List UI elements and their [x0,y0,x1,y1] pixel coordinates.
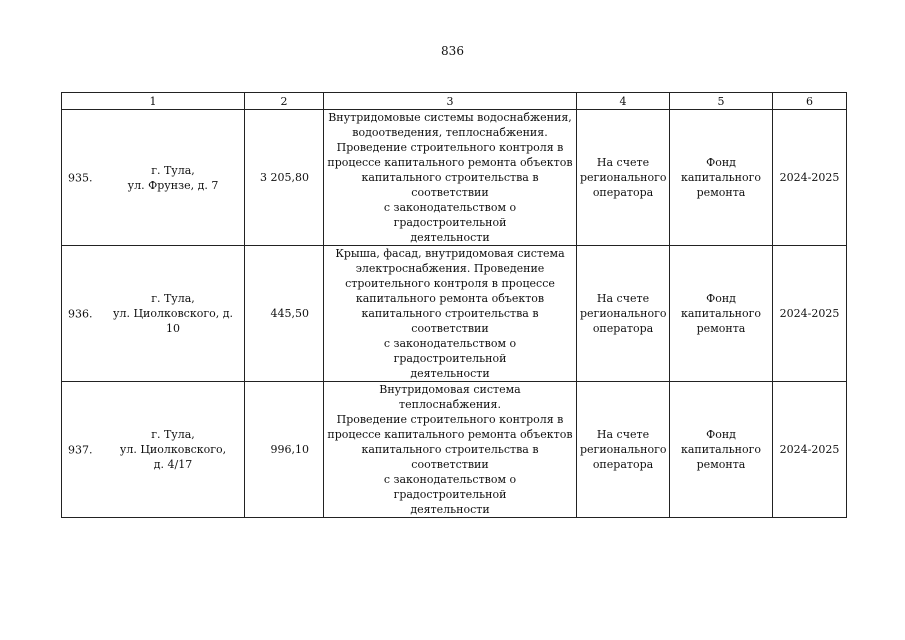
account-line: оператора [592,186,654,199]
work-line: с законодательством о градостроительной [383,473,517,501]
work-line: электроснабжения. Проведение [355,262,545,275]
account-line: регионального [580,307,667,320]
row-number: 937. [68,443,93,456]
work-description-cell [324,382,577,518]
source-line: капитального [680,171,762,184]
header-col-1: 1 [62,93,245,110]
address-line: г. Тула, [151,163,195,177]
funding-source-cell [670,382,773,518]
work-line: водоотведения, теплоснабжения. [352,126,548,139]
header-col-3: 3 [324,93,577,110]
account-line: оператора [592,458,654,471]
work-line: капитального строительства в соответствии [361,171,539,199]
funding-source-cell [670,246,773,382]
address-line: д. 4/17 [153,458,193,471]
table-row [62,246,847,382]
address-line: г. Тула, [151,292,195,305]
work-line: с законодательством о градостроительной [383,201,517,229]
address-line: ул. Циолковского, [119,443,227,456]
work-line: капитального строительства в соответствии [361,443,539,471]
source-line: Фонд [706,292,736,305]
source-line: капитального [680,307,762,320]
header-col-4: 4 [577,93,670,110]
source-line: ремонта [696,322,746,335]
area-cell: 445,50 [245,246,324,382]
capital-repair-table [61,92,847,518]
table-header-row [62,93,847,110]
work-line: процессе капитального ремонта объектов [327,428,573,441]
work-line: капитального ремонта объектов [355,292,545,305]
source-line: капитального [680,443,762,456]
address-cell [62,382,245,518]
work-line: деятельности [410,503,490,516]
work-line: деятельности [410,231,490,244]
account-cell [577,110,670,246]
source-line: ремонта [696,186,746,199]
address-line: г. Тула, [151,428,195,441]
row-number: 936. [68,307,93,320]
area-cell: 3 205,80 [245,110,324,246]
header-col-6: 6 [773,93,847,110]
work-line: Внутридомовая система теплоснабжения. [379,383,521,411]
work-line: Внутридомовые системы водоснабжения, [328,111,572,124]
account-cell [577,246,670,382]
work-line: строительного контроля в процессе [345,277,555,290]
address-cell [62,246,245,382]
account-line: регионального [580,171,667,184]
work-line: Проведение строительного контроля в [336,413,564,426]
account-line: На счете [596,292,650,305]
account-cell [577,382,670,518]
table-row [62,110,847,246]
work-description-cell [324,110,577,246]
source-line: Фонд [706,156,736,169]
period-cell: 2024-2025 [773,246,847,382]
work-line: процессе капитального ремонта объектов [327,156,573,169]
row-number: 935. [68,171,93,184]
work-description-cell [324,246,577,382]
table-row [62,382,847,518]
account-line: На счете [596,156,650,169]
header-col-5: 5 [670,93,773,110]
funding-source-cell [670,110,773,246]
work-line: Крыша, фасад, внутридомовая система [335,247,565,260]
source-line: ремонта [696,458,746,471]
source-line: Фонд [706,428,736,441]
period-cell: 2024-2025 [773,110,847,246]
address-cell [62,110,245,246]
account-line: На счете [596,428,650,441]
account-line: регионального [580,443,667,456]
work-line: капитального строительства в соответствии [361,307,539,335]
header-col-2: 2 [245,93,324,110]
work-line: с законодательством о градостроительной [383,337,517,365]
period-cell: 2024-2025 [773,382,847,518]
address-line: ул. Циолковского, д. 10 [113,307,233,335]
address-line: ул. Фрунзе, д. 7 [127,178,219,192]
work-line: деятельности [410,367,490,380]
page-number: 836 [441,44,464,58]
account-line: оператора [592,322,654,335]
area-cell: 996,10 [245,382,324,518]
work-line: Проведение строительного контроля в [336,141,564,154]
